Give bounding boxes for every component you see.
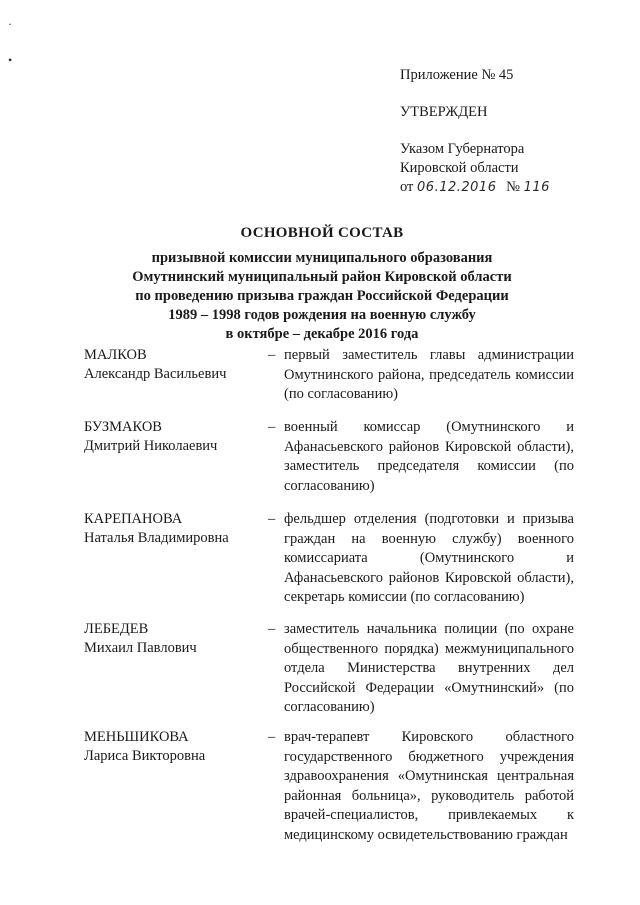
member-given-name: Лариса Викторовна bbox=[84, 748, 206, 764]
title-line: 1989 – 1998 годов рождения на военную службу bbox=[168, 307, 476, 323]
member-entry bbox=[84, 418, 574, 510]
dash: – bbox=[268, 729, 276, 745]
title-line: в октябре – декабре 2016 года bbox=[225, 326, 419, 342]
member-given-name: Александр Васильевич bbox=[84, 366, 227, 382]
dash: – bbox=[268, 347, 276, 363]
member-given-name: Наталья Владимировна bbox=[84, 530, 229, 546]
approved-stamp: УТВЕРЖДЕН bbox=[400, 104, 488, 120]
member-given-name: Дмитрий Николаевич bbox=[84, 438, 218, 454]
member-entry bbox=[84, 346, 574, 418]
member-role: военный комиссар (Омутнинского и Афанасьевского районов Кировской области), заместитель председателя комиссии (по согласованию) bbox=[284, 419, 574, 494]
scan-speck: · bbox=[8, 17, 12, 31]
member-role: фельдшер отделения (подготовки и призыва граждан на военную службу) военного комиссариата (Омутнинского и Афанасьевского районов Кировской области), секретарь комиссии (по согласованию) bbox=[284, 511, 574, 605]
member-role: первый заместитель главы администрации Омутнинского района, председатель комиссии (по согласованию) bbox=[284, 347, 574, 402]
from-label: от bbox=[400, 179, 414, 195]
scan-speck: • bbox=[8, 53, 13, 67]
member-role: врач-терапевт Кировского областного государственного бюджетного учреждения здравоохранения «Омутнинская центральная районная больница», руководитель работой врачей-специалистов, привлекаемых к медицинскому освидетельствованию граждан bbox=[284, 729, 574, 843]
member-surname: МЕНЬШИКОВА bbox=[84, 729, 189, 745]
appendix-number: Приложение № 45 bbox=[400, 67, 514, 83]
number-label: № bbox=[506, 179, 520, 195]
member-surname: КАРЕПАНОВА bbox=[84, 511, 183, 527]
member-surname: МАЛКОВ bbox=[84, 347, 147, 363]
decree-date: 06.12.2016 bbox=[417, 180, 497, 195]
member-surname: ЛЕБЕДЕВ bbox=[84, 621, 149, 637]
decree-number: 116 bbox=[523, 180, 550, 195]
dash: – bbox=[268, 419, 276, 435]
member-surname: БУЗМАКОВ bbox=[84, 419, 162, 435]
members-list bbox=[84, 346, 574, 845]
decree-line-1: Указом Губернатора bbox=[400, 141, 525, 157]
member-entry bbox=[84, 510, 574, 620]
decree-line-2: Кировской области bbox=[400, 160, 519, 176]
decree-date-line bbox=[400, 178, 620, 197]
dash: – bbox=[268, 621, 276, 637]
member-given-name: Михаил Павлович bbox=[84, 640, 197, 656]
member-entry bbox=[84, 728, 574, 845]
dash: – bbox=[268, 511, 276, 527]
title-line: по проведению призыва граждан Российской Федерации bbox=[135, 288, 509, 304]
title-line: призывной комиссии муниципального образования bbox=[151, 250, 493, 266]
member-role: заместитель начальника полиции (по охране общественного порядка) межмуниципального отдела Министерства внутренних дел Российской Федерации «Омутнинский» (по согласованию) bbox=[284, 621, 574, 715]
member-entry bbox=[84, 620, 574, 728]
title-line: Омутнинский муниципальный район Кировской области bbox=[132, 269, 512, 285]
document-title bbox=[60, 224, 584, 344]
approval-header bbox=[400, 66, 620, 197]
title-main: ОСНОВНОЙ СОСТАВ bbox=[240, 225, 404, 241]
